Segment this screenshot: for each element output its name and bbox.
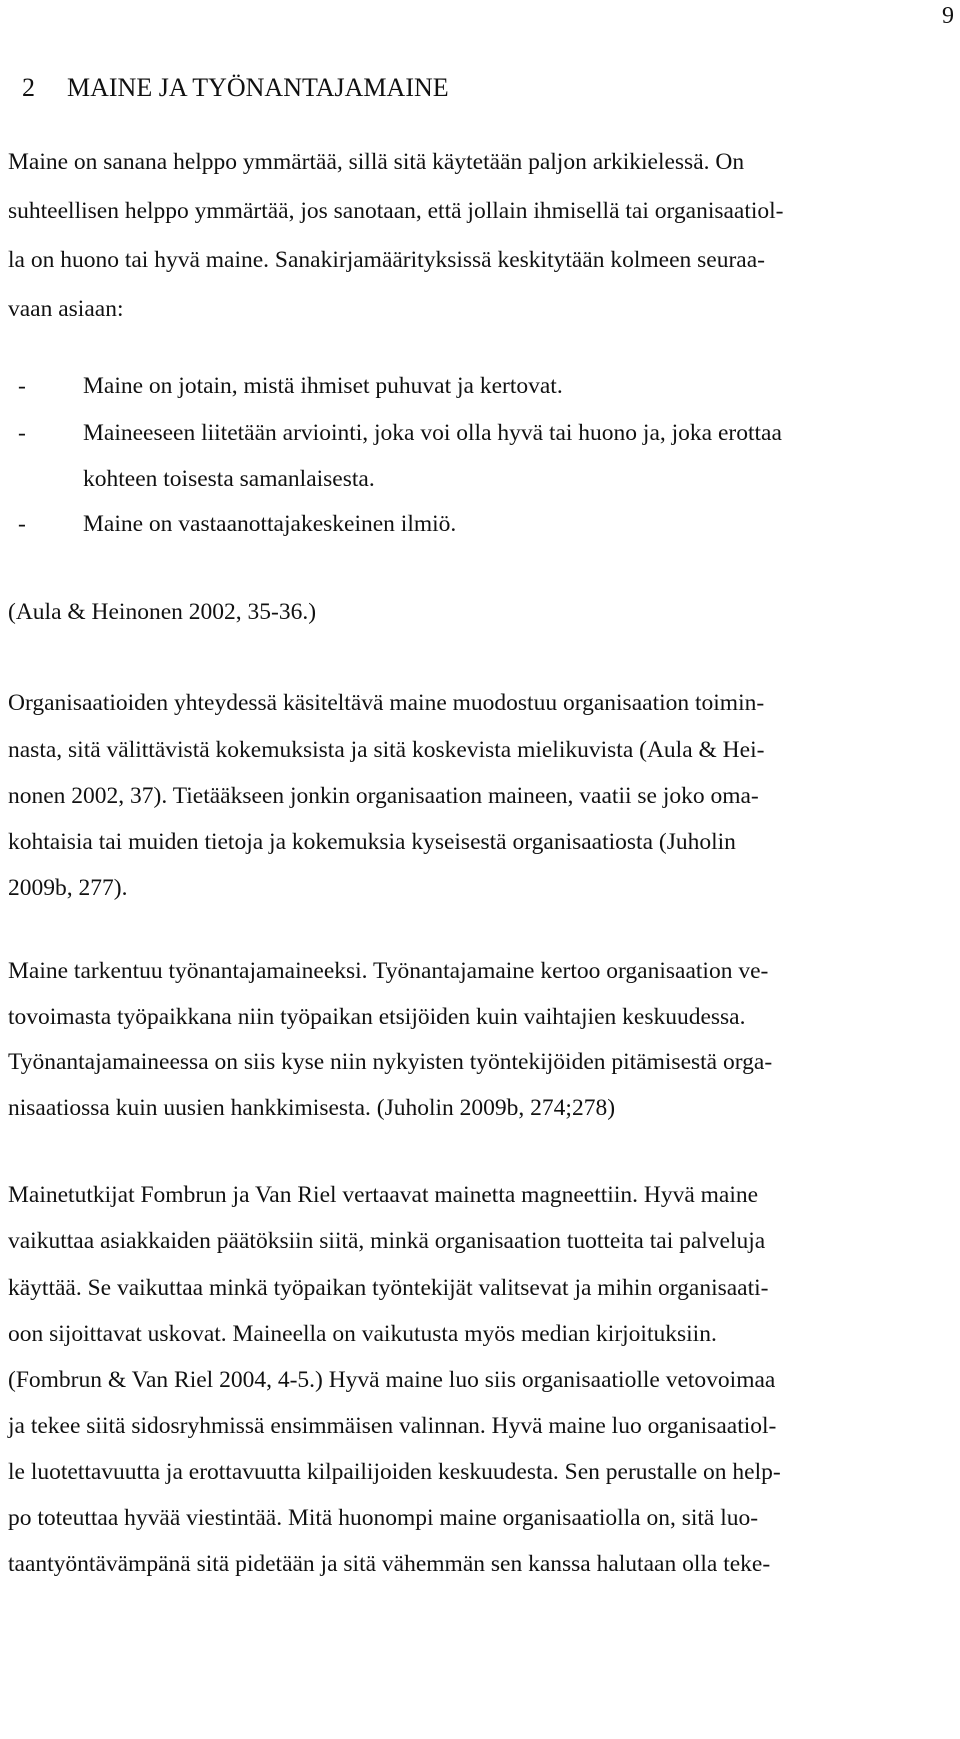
text-line: vaan asiaan: (8, 296, 124, 322)
citation: (Aula & Heinonen 2002, 35-36.) (8, 599, 317, 625)
text-line: oon sijoittavat uskovat. Maineella on vaikutusta myös median kirjoituksiin. (8, 1321, 717, 1347)
text-line: ja tekee siitä sidosryhmissä ensimmäisen valinnan. Hyvä maine luo organisaatiol- (8, 1413, 777, 1439)
text-line: Maine on sanana helppo ymmärtää, sillä sitä käytetään paljon arkikielessä. On (8, 149, 745, 175)
list-item-text: Maineeseen liitetään arviointi, joka voi olla hyvä tai huono ja, joka erottaa (83, 420, 782, 446)
text-line: vaikuttaa asiakkaiden päätöksiin siitä, minkä organisaation tuotteita tai palveluja (8, 1228, 766, 1254)
text-line: kohtaisia tai muiden tietoja ja kokemuksia kyseisestä organisaatiosta (Juholin (8, 829, 736, 855)
text-line: Maine tarkentuu työnantajamaineeksi. Työnantajamaine kertoo organisaation ve- (8, 958, 769, 984)
text-line: käyttää. Se vaikuttaa minkä työpaikan työntekijät valitsevat ja mihin organisaati- (8, 1275, 769, 1301)
text-line: Työnantajamaineessa on siis kyse niin nykyisten työntekijöiden pitämisestä orga- (8, 1049, 773, 1075)
text-line: Organisaatioiden yhteydessä käsiteltävä maine muodostuu organisaation toimin- (8, 690, 765, 716)
text-line: nonen 2002, 37). Tietääkseen jonkin organisaation maineen, vaatii se joko oma- (8, 783, 759, 809)
text-line: nasta, sitä välittävistä kokemuksista ja sitä koskevista mielikuvista (Aula & Hei- (8, 737, 765, 763)
text-line: tovoimasta työpaikkana niin työpaikan etsijöiden kuin vaihtajien keskuudessa. (8, 1004, 746, 1030)
text-line: nisaatiossa kuin uusien hankkimisesta. (Juholin 2009b, 274;278) (8, 1095, 616, 1121)
text-line: suhteellisen helppo ymmärtää, jos sanotaan, että jollain ihmisellä tai organisaatiol- (8, 198, 784, 224)
list-item-text: Maine on vastaanottajakeskeinen ilmiö. (83, 511, 457, 537)
list-dash: - (18, 420, 26, 446)
list-item-text: kohteen toisesta samanlaisesta. (83, 466, 375, 492)
page-number: 9 (942, 3, 954, 29)
text-line: 2009b, 277). (8, 875, 128, 901)
text-line: po toteuttaa hyvää viestintää. Mitä huonompi maine organisaatiolla on, sitä luo- (8, 1505, 759, 1531)
text-line: la on huono tai hyvä maine. Sanakirjamäärityksissä keskitytään kolmeen seuraa- (8, 247, 765, 273)
chapter-heading (22, 72, 449, 104)
text-line: le luotettavuutta ja erottavuutta kilpailijoiden keskuudesta. Sen perustalle on help- (8, 1459, 781, 1485)
chapter-number: 2 (22, 73, 35, 102)
text-line: (Fombrun & Van Riel 2004, 4-5.) Hyvä maine luo siis organisaatiolle vetovoimaa (8, 1367, 776, 1393)
list-item-text: Maine on jotain, mistä ihmiset puhuvat ja kertovat. (83, 373, 563, 399)
list-dash: - (18, 511, 26, 537)
list-dash: - (18, 373, 26, 399)
text-line: Mainetutkijat Fombrun ja Van Riel vertaavat mainetta magneettiin. Hyvä maine (8, 1182, 759, 1208)
chapter-title: MAINE JA TYÖNANTAJAMAINE (67, 73, 449, 102)
text-line: taantyöntävämpänä sitä pidetään ja sitä vähemmän sen kanssa halutaan olla teke- (8, 1551, 771, 1577)
